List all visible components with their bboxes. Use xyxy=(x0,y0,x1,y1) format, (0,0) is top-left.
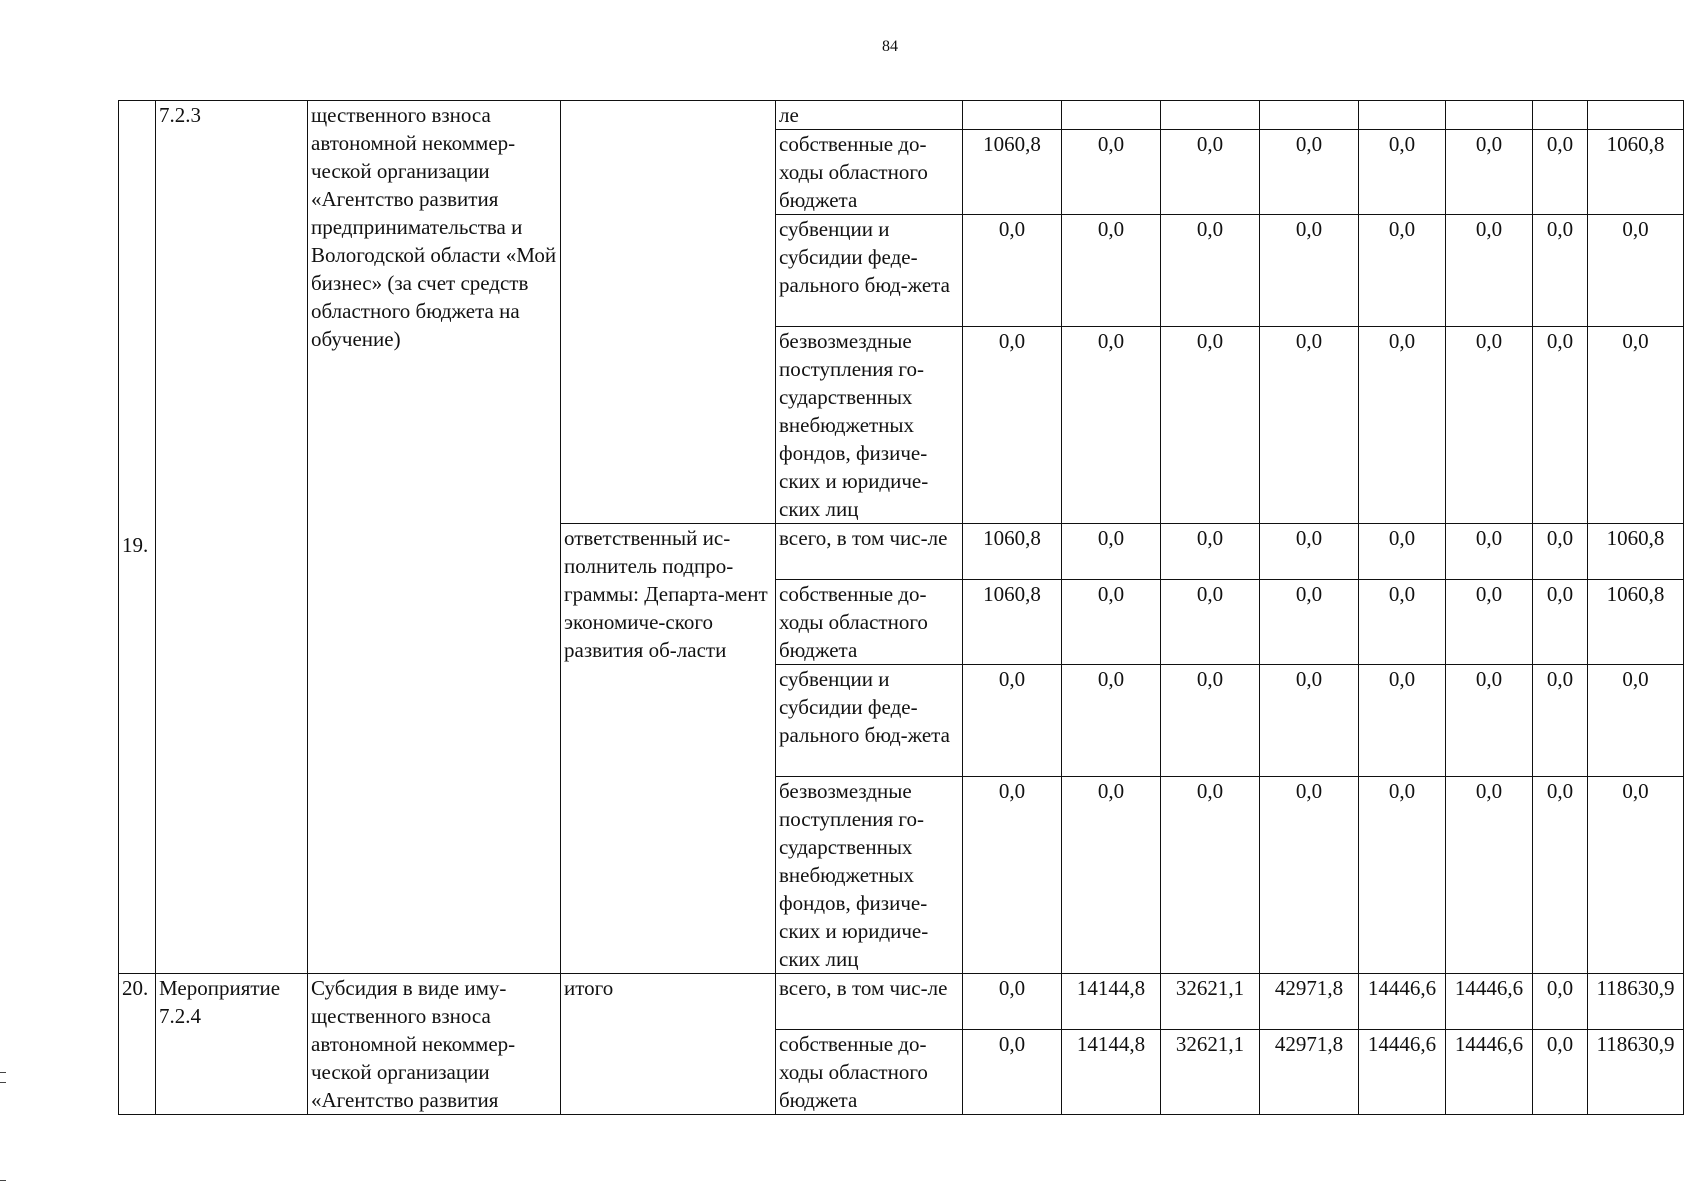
value-cell: 1060,8 xyxy=(963,524,1062,580)
value-cell: 42971,8 xyxy=(1260,1030,1359,1115)
value-cell: 0,0 xyxy=(963,215,1062,327)
value-cell: 0,0 xyxy=(1359,777,1446,974)
value-cell xyxy=(1161,101,1260,130)
value-cell: 0,0 xyxy=(1533,777,1588,974)
value-cell: 0,0 xyxy=(1533,1030,1588,1115)
value-cell: 0,0 xyxy=(1260,665,1359,777)
value-cell: 0,0 xyxy=(1260,777,1359,974)
value-cell: 118630,9 xyxy=(1588,1030,1684,1115)
value-cell: 0,0 xyxy=(1062,130,1161,215)
value-cell: 0,0 xyxy=(1062,777,1161,974)
value-cell: 0,0 xyxy=(1359,665,1446,777)
value-cell: 32621,1 xyxy=(1161,1030,1260,1115)
value-cell: 0,0 xyxy=(1446,215,1533,327)
source-label: безвозмездные поступления го-сударственных внебюджетных фондов, физиче-ских и юридиче-ских лиц xyxy=(776,777,963,974)
value-cell: 0,0 xyxy=(1260,524,1359,580)
value-cell: 0,0 xyxy=(1533,580,1588,665)
value-cell xyxy=(1533,101,1588,130)
value-cell: 0,0 xyxy=(963,777,1062,974)
value-cell xyxy=(1062,101,1161,130)
value-cell: 0,0 xyxy=(1533,524,1588,580)
executor-cell xyxy=(561,101,776,524)
value-cell: 0,0 xyxy=(963,327,1062,524)
value-cell: 0,0 xyxy=(963,974,1062,1030)
value-cell: 0,0 xyxy=(1062,327,1161,524)
source-label: собственные до-ходы областного бюджета xyxy=(776,580,963,665)
value-cell: 0,0 xyxy=(1446,130,1533,215)
source-label: собственные до-ходы областного бюджета xyxy=(776,130,963,215)
measure-code: Мероприятие 7.2.4 xyxy=(156,974,308,1115)
scan-mark xyxy=(0,1180,6,1181)
value-cell: 1060,8 xyxy=(1588,580,1684,665)
source-label: безвозмездные поступления го-сударственных внебюджетных фондов, физиче-ских и юридиче-ских лиц xyxy=(776,327,963,524)
value-cell: 1060,8 xyxy=(963,130,1062,215)
value-cell: 0,0 xyxy=(963,665,1062,777)
executor-label: ответственный ис-полнитель подпро-граммы: Департа-мент экономиче-ского развития об-ласти xyxy=(561,524,776,974)
value-cell: 0,0 xyxy=(1446,665,1533,777)
value-cell: 14446,6 xyxy=(1359,1030,1446,1115)
value-cell xyxy=(963,101,1062,130)
row-number-cell xyxy=(119,101,156,974)
value-cell: 0,0 xyxy=(1062,665,1161,777)
value-cell: 0,0 xyxy=(1260,327,1359,524)
value-cell: 1060,8 xyxy=(1588,524,1684,580)
value-cell: 0,0 xyxy=(1161,665,1260,777)
row-number: 20. xyxy=(119,974,156,1115)
measure-code-cell xyxy=(156,101,308,974)
value-cell: 0,0 xyxy=(1260,215,1359,327)
value-cell: 0,0 xyxy=(1533,215,1588,327)
value-cell: 0,0 xyxy=(1161,777,1260,974)
value-cell: 0,0 xyxy=(1588,215,1684,327)
value-cell: 14446,6 xyxy=(1359,974,1446,1030)
value-cell: 0,0 xyxy=(1446,524,1533,580)
row-number: 19. xyxy=(122,533,149,557)
value-cell: 0,0 xyxy=(1359,327,1446,524)
value-cell: 0,0 xyxy=(1161,215,1260,327)
value-cell: 0,0 xyxy=(1446,580,1533,665)
table-row xyxy=(119,974,1684,1030)
value-cell: 32621,1 xyxy=(1161,974,1260,1030)
value-cell: 0,0 xyxy=(1533,974,1588,1030)
value-cell: 0,0 xyxy=(1533,130,1588,215)
value-cell: 0,0 xyxy=(1062,580,1161,665)
executor-label: итого xyxy=(561,974,776,1115)
value-cell: 0,0 xyxy=(1161,327,1260,524)
value-cell: 14144,8 xyxy=(1062,1030,1161,1115)
value-cell: 0,0 xyxy=(1260,130,1359,215)
value-cell: 1060,8 xyxy=(1588,130,1684,215)
value-cell: 0,0 xyxy=(1533,665,1588,777)
value-cell: 0,0 xyxy=(1161,580,1260,665)
value-cell: 0,0 xyxy=(1533,327,1588,524)
measure-name: Субсидия в виде иму-щественного взноса автономной некоммер-ческой организации «Агентство развития xyxy=(308,974,561,1115)
value-cell: 0,0 xyxy=(1588,665,1684,777)
table-row xyxy=(119,101,1684,130)
value-cell: 0,0 xyxy=(1260,580,1359,665)
value-cell: 42971,8 xyxy=(1260,974,1359,1030)
value-cell: 0,0 xyxy=(1446,777,1533,974)
page-number: 84 xyxy=(882,38,898,55)
scan-mark xyxy=(0,1082,6,1083)
value-cell: 14144,8 xyxy=(1062,974,1161,1030)
source-label: ле xyxy=(776,101,963,130)
value-cell xyxy=(1260,101,1359,130)
value-cell: 0,0 xyxy=(1359,215,1446,327)
value-cell: 1060,8 xyxy=(963,580,1062,665)
value-cell: 0,0 xyxy=(1359,130,1446,215)
source-label: собственные до-ходы областного бюджета xyxy=(776,1030,963,1115)
value-cell: 0,0 xyxy=(1359,580,1446,665)
value-cell: 0,0 xyxy=(1588,327,1684,524)
source-label: всего, в том чис-ле xyxy=(776,974,963,1030)
value-cell: 0,0 xyxy=(1588,777,1684,974)
value-cell: 14446,6 xyxy=(1446,1030,1533,1115)
value-cell: 0,0 xyxy=(1161,524,1260,580)
value-cell: 0,0 xyxy=(1062,524,1161,580)
value-cell: 0,0 xyxy=(1359,524,1446,580)
source-label: субвенции и субсидии феде-рального бюд-жета xyxy=(776,665,963,777)
source-label: субвенции и субсидии феде-рального бюд-жета xyxy=(776,215,963,327)
value-cell xyxy=(1588,101,1684,130)
budget-table xyxy=(118,100,1684,1115)
measure-name: щественного взноса автономной некоммер-ческой организации «Агентство развития предпринимательства и Вологодской области «Мой бизнес» (за счет средств областного бюджета на обучение) xyxy=(308,101,561,974)
value-cell: 0,0 xyxy=(1062,215,1161,327)
value-cell: 0,0 xyxy=(1161,130,1260,215)
value-cell xyxy=(1446,101,1533,130)
scan-mark xyxy=(0,1072,6,1073)
value-cell: 118630,9 xyxy=(1588,974,1684,1030)
value-cell: 0,0 xyxy=(1446,327,1533,524)
value-cell: 0,0 xyxy=(963,1030,1062,1115)
measure-code: 7.2.3 xyxy=(159,103,201,127)
source-label: всего, в том чис-ле xyxy=(776,524,963,580)
value-cell xyxy=(1359,101,1446,130)
value-cell: 14446,6 xyxy=(1446,974,1533,1030)
